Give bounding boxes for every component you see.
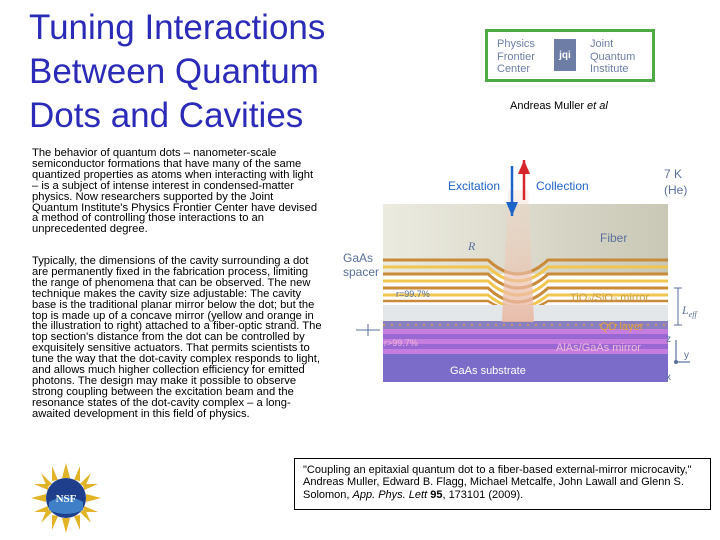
logo-line: Quantum xyxy=(590,50,636,63)
axis-y-label: y xyxy=(684,350,689,361)
logo-line: Institute xyxy=(590,63,629,75)
logo-line: Center xyxy=(497,63,531,75)
collection-arrowhead xyxy=(518,160,530,174)
nsf-logo-text: NSF xyxy=(55,493,77,505)
top-mirror-label: TiO₂/SiO₂ mirror xyxy=(570,292,650,304)
citation-pages: , 173101 (2009). xyxy=(442,488,524,501)
citation-volume: 95 xyxy=(430,488,443,501)
citation-journal: App. Phys. Lett xyxy=(352,488,428,501)
logo-line: Frontier xyxy=(497,50,535,63)
bottom-mirror-label: AlAs/GaAs mirror xyxy=(556,342,641,354)
fiber-label: Fiber xyxy=(600,231,628,245)
leff-label: $L_{eff}$ xyxy=(682,303,697,319)
top-reflectivity-label: r=99.7% xyxy=(396,289,430,299)
intro-paragraph: The behavior of quantum dots – nanometer-scale semiconductor formations that have many of the same quantized properties as atoms when interacting with light – is a subject of intense interest in condensed-matter physics. Now researchers supported by the Joint Quantum Institute's Physics Frontier Center have devised a method of controlling those interactions to an unprecedented degree. xyxy=(32,147,318,236)
radius-label: R xyxy=(468,239,476,253)
author-credit xyxy=(510,100,608,112)
cavity-illustration xyxy=(338,160,710,382)
excitation-label: Excitation xyxy=(447,179,500,193)
author-etal: et al xyxy=(587,100,608,112)
author-name: Andreas Muller xyxy=(510,100,588,112)
axis-x-label: x xyxy=(666,372,671,382)
jqi-mark-text: jqi xyxy=(559,50,571,61)
logo-line: Joint xyxy=(590,38,614,50)
logo-left-text xyxy=(497,38,535,76)
temperature-label: 7 K xyxy=(664,167,683,181)
bottom-reflectivity-label: r>99.7% xyxy=(384,338,418,348)
method-paragraph: Typically, the dimensions of the cavity surrounding a dot are permanently fixed in the fabrication process, limiting the range of phenomena that can be observed. The new technique makes the cavity size adjustable: The cavity base is the traditional planar mirror below the dot; but the top is made up of a concave mirror (yellow and orange in the illustration to right) attached to a fiber-optic strand. The top section's distance from the dot can be controlled by exquisitely sensitive actuators. That permits scientists to tune the way that the dot-cavity complex responds to light, and allows much higher collection efficiency for emitted photons. The design may make it possible to observe strong coupling between the excitation beam and the resonance states of the dot-cavity complex – a long-awaited development in this field of physics. xyxy=(32,255,322,420)
slide-title: Tuning Interactions Between Quantum Dots and Cavities xyxy=(29,8,326,135)
citation-box xyxy=(294,458,711,510)
logo-line: Physics xyxy=(497,38,535,50)
citation-text: "Coupling an epitaxial quantum dot to a fiber-based external-mirror microcavity," Andreas Muller, Edward B. Flagg, Michael Metcalfe, John Lawall and Glenn S. Solomon, xyxy=(303,464,692,501)
axis-z-label: z xyxy=(666,334,671,345)
qd-layer-label: QD layer xyxy=(600,321,644,333)
temperature-label: (He) xyxy=(664,183,688,197)
nsf-logo-icon xyxy=(30,462,102,534)
logo-right-text xyxy=(590,38,635,76)
jqi-mark-icon xyxy=(554,39,576,71)
jqi-pfc-logo xyxy=(485,29,655,82)
substrate-label: GaAs substrate xyxy=(450,365,526,377)
spacer-label: GaAs xyxy=(343,251,374,265)
collection-label: Collection xyxy=(536,179,589,193)
spacer-label: spacer xyxy=(343,265,380,279)
